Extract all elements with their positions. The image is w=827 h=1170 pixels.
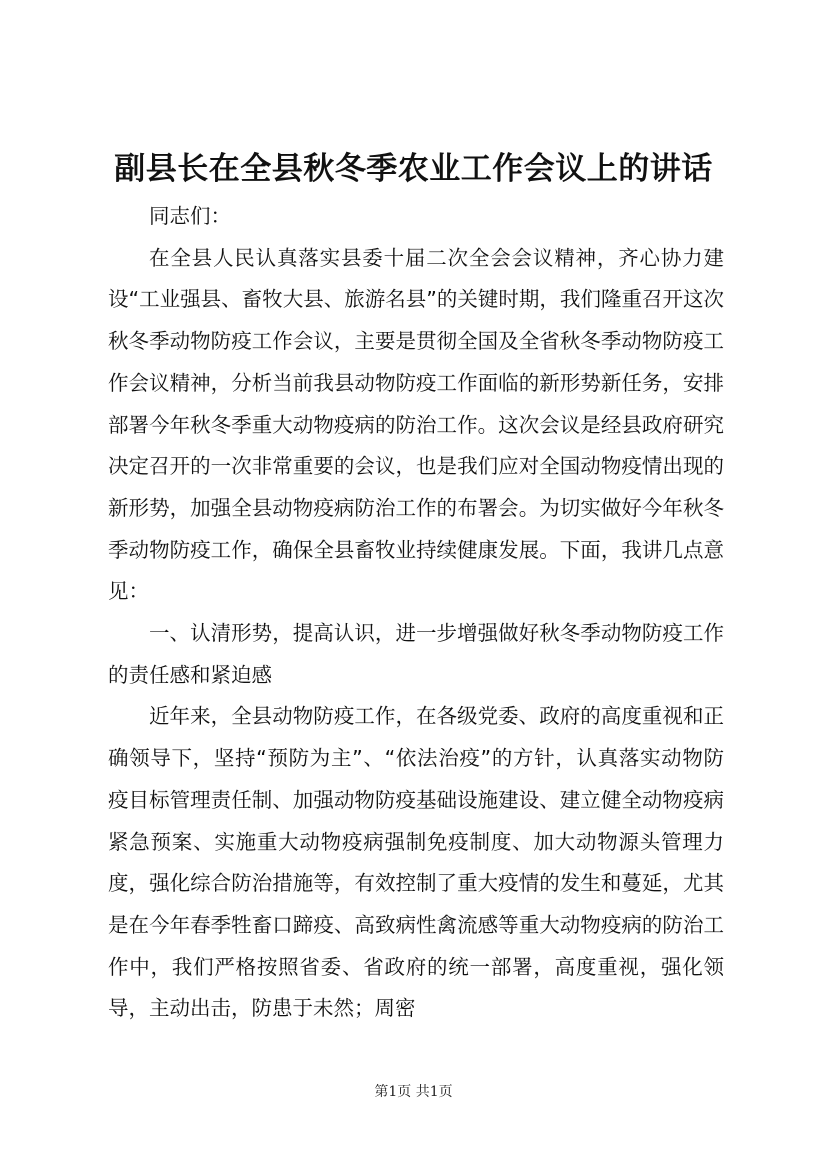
- document-body: [108, 196, 724, 1030]
- intro-paragraph: 在全县人民认真落实县委十届二次全会会议精神，齐心协力建设“工业强县、畜牧大县、旅游名县”的关键时期，我们隆重召开这次秋冬季动物防疫工作会议，主要是贯彻全国及全省秋冬季动物防疫工作会议精神，分析当前我县动物防疫工作面临的新形势新任务，安排部署今年秋冬季重大动物疫病的防治工作。这次会议是经县政府研究决定召开的一次非常重要的会议，也是我们应对全国动物疫情出现的新形势，加强全县动物疫病防治工作的布署会。为切实做好今年秋冬季动物防疫工作，确保全县畜牧业持续健康发展。下面，我讲几点意见：: [108, 245, 724, 604]
- section-heading-paragraph: 一、认清形势，提高认识，进一步增强做好秋冬季动物防疫工作的责任感和紧迫感: [108, 621, 724, 687]
- page-footer: 第1页 共1页: [374, 1084, 453, 1100]
- body-paragraph: 近年来，全县动物防疫工作，在各级党委、政府的高度重视和正确领导下，坚持“预防为主”、“依法治疫”的方针，认真落实动物防疫目标管理责任制、加强动物防疫基础设施建设、建立健全动物疫病紧急预案、实施重大动物疫病强制免疫制度、加大动物源头管理力度，强化综合防治措施等，有效控制了重大疫情的发生和蔓延，尤其是在今年春季牲畜口蹄疫、高致病性禽流感等重大动物疫病的防治工作中，我们严格按照省委、省政府的统一部署，高度重视，强化领导，主动出击，防患于未然；周密: [108, 704, 724, 1021]
- salutation-paragraph: 同志们：: [149, 204, 231, 228]
- document-title: 副县长在全县秋冬季农业工作会议上的讲话: [114, 151, 713, 187]
